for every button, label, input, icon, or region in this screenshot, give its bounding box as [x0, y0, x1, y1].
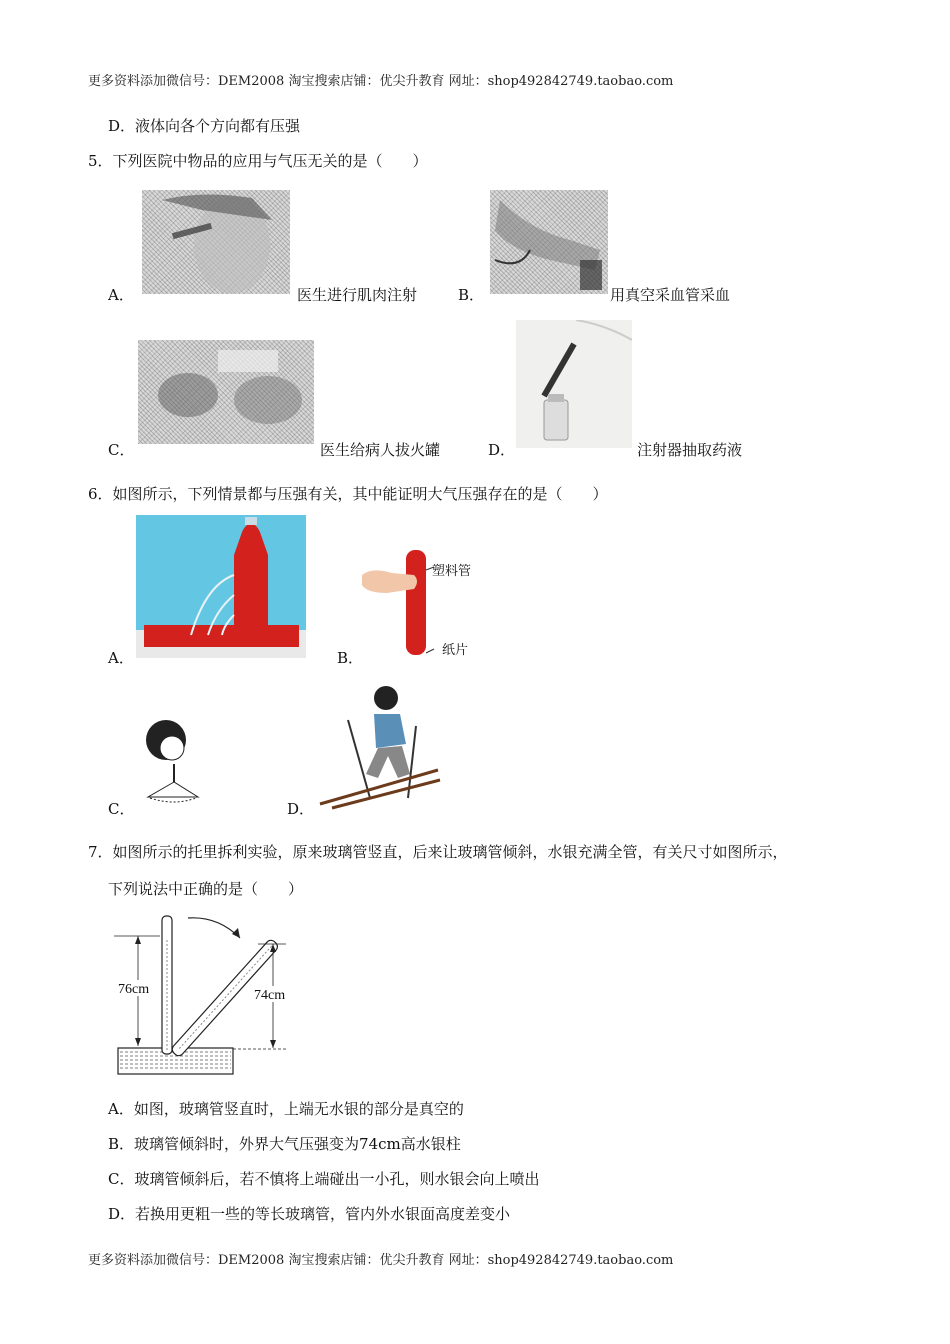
tube-label: 塑料管	[432, 564, 472, 579]
q6-image-c	[134, 712, 200, 804]
q5-a-letter: A．	[108, 286, 134, 304]
q6-stem: 6．如图所示，下列情景都与压强有关，其中能证明大气压强存在的是（ ）	[88, 485, 608, 503]
blood-collection-illustration	[490, 190, 608, 294]
q5-b-text: 用真空采血管采血	[610, 286, 731, 304]
q6-a-letter: A．	[108, 649, 134, 667]
q5-d-letter: D．	[488, 441, 516, 459]
q4-option-d: D．液体向各个方向都有压强	[108, 117, 301, 135]
syringe-vial-illustration	[516, 320, 632, 448]
q5-image-b	[490, 190, 608, 294]
q6-c-letter: C．	[108, 800, 135, 818]
label-74cm: 74cm	[254, 988, 286, 1003]
q6-image-d	[318, 678, 442, 810]
q7-option-b: B．玻璃管倾斜时，外界大气压强变为74cm高水银柱	[108, 1135, 461, 1153]
q5-a-text: 医生进行肌肉注射	[297, 286, 418, 304]
q5-d-text: 注射器抽取药液	[637, 441, 743, 459]
skier-illustration	[318, 678, 442, 810]
q5-c-letter: C．	[108, 441, 135, 459]
boy-blowing-funnel-illustration	[134, 712, 200, 804]
q5-c-text: 医生给病人拔火罐	[320, 441, 441, 459]
q7-option-c: C．玻璃管倾斜后，若不慎将上端碰出一小孔，则水银会向上喷出	[108, 1170, 540, 1188]
q5-image-c	[138, 340, 314, 444]
q5-image-d	[516, 320, 632, 448]
cupping-illustration	[138, 340, 314, 444]
q6-b-letter: B．	[337, 649, 364, 667]
q6-image-a	[136, 515, 306, 658]
q7-option-d: D．若换用更粗一些的等长玻璃管，管内外水银面高度差变小	[108, 1205, 511, 1223]
q5-stem: 5．下列医院中物品的应用与气压无关的是（ ）	[88, 152, 428, 170]
q7-stem-line2: 下列说法中正确的是（ ）	[108, 880, 304, 898]
page-footer: 更多资料添加微信号：DEM2008 淘宝搜索店铺：优尖升教育 网址：shop492842749.taobao.com	[88, 1253, 674, 1268]
card-label: 纸片	[442, 643, 469, 658]
q7-stem-line1: 7．如图所示的托里拆利实验，原来玻璃管竖直，后来让玻璃管倾斜，水银充满全管，有关尺寸如图所示，	[88, 843, 788, 861]
page-header: 更多资料添加微信号：DEM2008 淘宝搜索店铺：优尖升教育 网址：shop492842749.taobao.com	[88, 74, 674, 89]
q5-b-letter: B．	[458, 286, 485, 304]
bottle-water-jets-illustration	[136, 515, 306, 658]
face-injection-illustration	[142, 190, 290, 294]
q5-image-a	[142, 190, 290, 294]
q6-d-letter: D．	[287, 800, 315, 818]
q7-option-a: A．如图，玻璃管竖直时，上端无水银的部分是真空的	[108, 1100, 464, 1118]
label-76cm: 76cm	[118, 982, 150, 997]
